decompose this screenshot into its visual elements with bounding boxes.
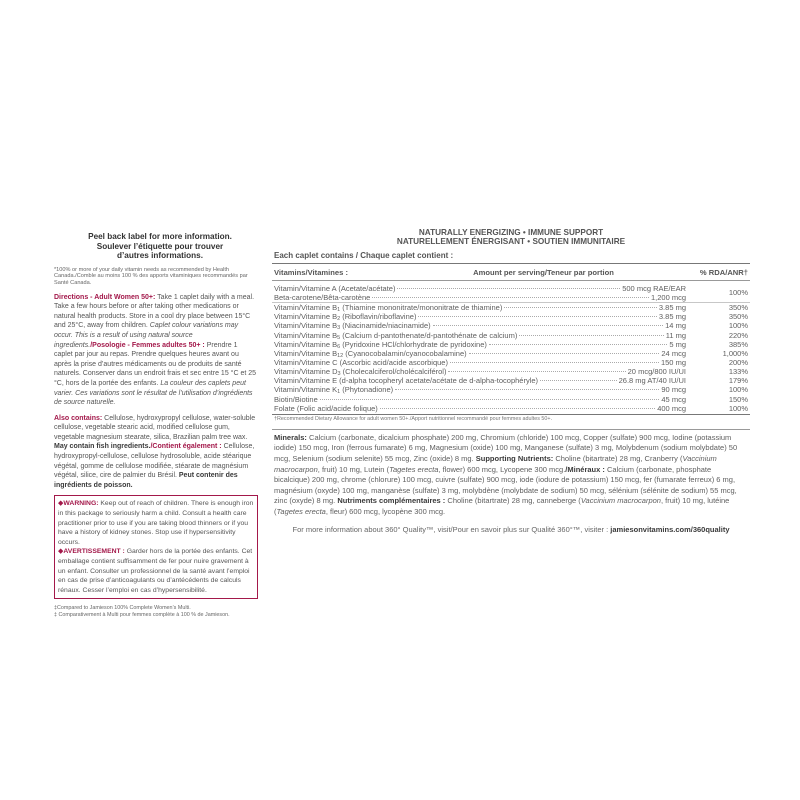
nutrient-amount: 3.85 mg (658, 312, 686, 322)
col-rda: % RDA/ANR† (699, 267, 748, 277)
nutrient-name: Vitamin/Vitamine C (Ascorbic acid/acide ascorbique) (274, 357, 448, 367)
peel-back-notice (62, 232, 258, 261)
nutrient-name: Vitamin/Vitamine $B_3$ (Niacinamide/niacinamide) (274, 321, 431, 332)
supporting-italic-b: Tagetes erecta (389, 464, 439, 474)
table-row (272, 331, 750, 340)
nutrient-rda: 133% (728, 367, 748, 377)
nutrient-rda: 150% (728, 394, 748, 404)
nutriments-italic-b: Tagetes erecta (276, 506, 326, 516)
dot-leader (519, 335, 663, 336)
table-row (272, 358, 750, 367)
more-info-text: For more information about 360° Quality™, visit/Pour en savoir plus sur Qualité 360°™, visiter : (292, 524, 611, 534)
table-header (272, 263, 750, 281)
also-contains-label: Also contains: (54, 414, 103, 422)
nutrient-rda: 179% (728, 376, 748, 386)
claim-english: NATURALLY ENERGIZING • IMMUNE SUPPORT (418, 228, 604, 237)
nutrient-name: Vitamin/Vitamine $B_6$ (Pyridoxine HCl/chlorhydrate de pyridoxine) (274, 339, 487, 350)
more-info-line (272, 525, 750, 534)
dot-leader (489, 344, 667, 345)
posologie-italic: La couleur des caplets peut varier. Ces variations sont le résultat de l’utilisation d’ingrédients de source naturelle. (54, 379, 253, 407)
avertissement-icon: ◆ (58, 548, 64, 556)
footnote-en: ‡Compared to Jamieson 100% Complete Women’s Multi. (54, 605, 191, 612)
nutrient-rda: 100% (728, 321, 748, 331)
table-row (272, 376, 750, 385)
peel-line-1: Peel back label for more information. (88, 232, 232, 241)
table-row (272, 349, 750, 358)
avertissement-text: Garder hors de la portée des enfants. Cet emballage contient suffisamment de fer pour nuire gravement à un enfant. Consulter un professionnel de la santé avant l’emploi en cas de prise d’anticoagulants ou d’antécédents de calculs rénaux. Cesser l’emploi en cas d’hypersensibilité. (58, 548, 253, 594)
mineraux-label: /Minéraux : (565, 464, 605, 474)
dot-leader (469, 353, 660, 354)
each-caplet-contains: Each caplet contains / Chaque caplet contient : (274, 250, 454, 260)
nutrient-name: Vitamin/Vitamine $K_1$ (Phytonadione) (274, 385, 394, 396)
table-row (272, 293, 750, 303)
nutrient-rda: 220% (728, 330, 748, 340)
nutrient-name: Biotin/Biotine (274, 394, 318, 404)
more-info-url[interactable]: jamiesonvitamins.com/360quality (610, 524, 730, 534)
dot-leader (418, 316, 656, 317)
nutrient-rda: 385% (728, 339, 748, 349)
nutrient-rda: 350% (728, 303, 748, 313)
warning-text: Keep out of reach of children. There is enough iron in this package to seriously harm a child. Consult a health care practitioner prior to use if you are taking blood thinners or if you have a history of kidney stones. Stop use if hypersensitivity occurs. (58, 500, 254, 546)
nutrient-name: Vitamin/Vitamine $D_3$ (Cholecalciferol/cholécalciférol) (274, 367, 447, 378)
nutrient-rda: 1,000% (722, 348, 748, 358)
nutrient-name: Vitamin/Vitamine $B_5$ (Calcium d-pantothenate/d-pantothénate de calcium) (274, 330, 518, 341)
supporting-text-b: , fruit) 10 mg, Lutein ( (317, 464, 390, 474)
rda-footnote: †Recommended Dietary Allowance for adult women 50+./Apport nutritionnel recommandé pour femmes adultes 50+. (274, 415, 553, 422)
nutrient-amount: 26.8 mg AT/40 IU/UI (618, 376, 686, 386)
table-row (272, 303, 750, 312)
table-row (272, 284, 750, 293)
contient-text: Cellulose, hydroxypropyl-cellulose, cellulose hydrosoluble, acide stéarique végétal, gomme de cellulose modifiée, stéarate de magnésium végétal, silice, cire de palmier du Brésil. (54, 443, 255, 480)
nutrient-amount: 500 mcg RAE/EAR (622, 283, 686, 293)
minerals-section (272, 429, 750, 518)
supporting-italic-a: Vaccinium macrocarpon (274, 453, 717, 474)
table-row (272, 312, 750, 321)
nutrient-amount: 45 mcg (661, 394, 686, 404)
directions-text: Take 1 caplet daily with a meal. Take a few hours before or after taking other medications or natural health products. Store in a cool dry place between 15°C and 25°C, away from children. (54, 293, 255, 330)
nutriments-text-c: , fleur) 600 mcg, lycopène 300 mcg. (325, 506, 446, 516)
table-row (272, 385, 750, 394)
nutrient-amount: 20 mcg/800 IU/UI (627, 367, 686, 377)
minerals-label: Minerals: (274, 432, 307, 442)
vitamin-table (272, 284, 750, 413)
product-claims (272, 228, 750, 247)
supporting-text-a: Choline (bitartrate) 28 mg, Cranberry ( (553, 453, 683, 463)
footnote-fr: ‡ Comparativement à Multi pour femmes complète à 100 % de Jamieson. (54, 612, 230, 619)
nutrient-name: Vitamin/Vitamine $B_2$ (Riboflavin/riboflavine) (274, 312, 417, 323)
nutrient-amount: 90 mcg (661, 385, 686, 395)
health-canada-note: *100% or more of your daily vitamin needs as recommended by Health Canada./Comble au moins 100 % des apports vitaminiques recommandés par Santé Canada. (54, 266, 248, 286)
col-amount: Amount per serving/Teneur par portion (473, 267, 614, 277)
nutrient-rda: 100% (728, 385, 748, 395)
nutrient-rda: 350% (728, 312, 748, 322)
directions-italic: Caplet colour variations may occur. This is a result of using natural source ingredients. (54, 322, 239, 349)
nutrient-name: Vitamin/Vitamine $B_1$ (Thiamine mononitrate/mononitrate de thiamine) (274, 303, 503, 314)
warning-box (54, 495, 258, 599)
peut-contenir-poisson: Peut contenir des ingrédients de poisson. (54, 472, 238, 489)
nutrient-amount: 3.85 mg (658, 303, 686, 313)
directions-label: Directions - Adult Women 50+: (54, 293, 156, 301)
nutrient-rda: 200% (728, 357, 748, 367)
nutrient-amount: 1,200 mcg (650, 292, 686, 302)
nutrient-amount: 150 mg (660, 357, 686, 367)
table-row (272, 321, 750, 330)
nutrient-amount: 11 mg (665, 330, 686, 340)
nutrient-rda: 100% (728, 403, 748, 413)
nutrient-name: Vitamin/Vitamine A (Acetate/acétate) (274, 283, 396, 293)
nutriments-italic-a: Vaccinium macrocarpon (580, 496, 661, 506)
dot-leader (320, 399, 660, 400)
left-panel (54, 232, 258, 619)
nutrient-amount: 24 mcg (661, 348, 686, 358)
supporting-nutrients-label: Supporting Nutrients: (475, 453, 554, 463)
dot-leader (448, 371, 625, 372)
nutriments-text-b: , fruit) 10 mg, lutéine ( (274, 496, 730, 516)
col-vitamins: Vitamins/Vitamines : (274, 267, 348, 277)
table-row (272, 404, 750, 413)
footnotes (54, 605, 258, 619)
nutrient-name: Beta-carotene/Bêta-carotène (274, 292, 371, 302)
vitamin-a-rda: 100% (728, 287, 748, 297)
ingredients-section (54, 414, 258, 491)
nutrient-amount: 5 mg (669, 339, 686, 349)
nutrient-amount: 14 mg (665, 321, 686, 331)
dot-leader (372, 297, 649, 298)
avertissement-label: AVERTISSEMENT : (63, 548, 125, 556)
mineraux-text: Calcium (carbonate, phosphate bicalcique) 200 mg, chrome (chlorure) 100 mcg, cuivre (sulfate) 900 mcg, iode (iodure de potassium) 150 mcg, fer (fumarate ferreux) 6 mg, magnésium (oxyde) 100 mg, manganèse (sulfate) 3 mg, molybdène (molybdate de sodium) 50 mcg, sélénium (sélénite de sodium) 55 mcg, zinc (oxyde) 8 mg. (274, 464, 737, 506)
dot-leader (433, 325, 664, 326)
supporting-text-c: , flower) 600 mcg, Lycopene 300 mcg. (438, 464, 566, 474)
dot-leader (450, 362, 659, 363)
nutriments-text-a: Choline (bitartrate) 28 mg, canneberge ( (445, 496, 581, 506)
nutrient-name: Folate (Folic acid/acide folique) (274, 403, 378, 413)
minerals-text: Calcium (carbonate, dicalcium phosphate) 200 mg, Chromium (chloride) 100 mcg, Copper (sulfate) 900 mcg, Iodine (potassium iodide) 150 mcg, Iron (ferrous fumarate) 6 mg, Magnesium (oxide) 100 mg, Manganese (sulfate) 3 mg, Molybdenum (sodium molybdate) 50 mcg, Selenium (sodium selenite) 55 mcg, Zinc (oxide) 8 mg. (274, 432, 738, 463)
dot-leader (380, 408, 655, 409)
nutrient-name: Vitamin/Vitamine E (d-alpha tocopheryl acetate/acétate de d-alpha-tocophéryle) (274, 376, 539, 386)
peel-line-2: Soulever l’étiquette pour trouver (96, 241, 224, 251)
also-contains-text: Cellulose, hydroxypropyl cellulose, water-soluble cellulose, vegetable stearic acid, modified cellulose gum, vegetable magnesium stearate, silica, Brazilian palm tree wax. (54, 414, 256, 441)
may-contain-fish: May contain fish ingredients. (54, 443, 151, 451)
supplement-facts-panel (272, 228, 750, 534)
nutriments-label: Nutriments complémentaires : (337, 496, 446, 506)
dot-leader (397, 288, 620, 289)
warning-icon: ◆ (58, 500, 64, 508)
posologie-label: /Posologie - Femmes adultes 50+ : (90, 341, 205, 349)
claim-french: NATURELLEMENT ÉNERGISANT • SOUTIEN IMMUNITAIRE (396, 237, 626, 247)
contient-label: /Contient également : (150, 443, 222, 451)
table-row (272, 367, 750, 376)
dot-leader (504, 307, 657, 308)
posologie-text: Prendre 1 caplet par jour au repas. Prendre quelques heures avant ou après la prise d’autres médicaments ou de produits de santé naturels. Conserver dans un endroit frais et sec entre 15 °C et 25 °C, hors de la portée des enfants. (54, 341, 257, 387)
peel-line-3: d’autres informations. (117, 251, 203, 261)
directions-section (54, 293, 258, 408)
warning-label: WARNING: (63, 500, 99, 508)
nutrient-name: Vitamin/Vitamine $B_{12}$ (Cyanocobalamin/cyanocobalamine) (274, 348, 467, 359)
dot-leader (540, 380, 617, 381)
nutrient-amount: 400 mcg (657, 403, 686, 413)
dot-leader (395, 389, 659, 390)
